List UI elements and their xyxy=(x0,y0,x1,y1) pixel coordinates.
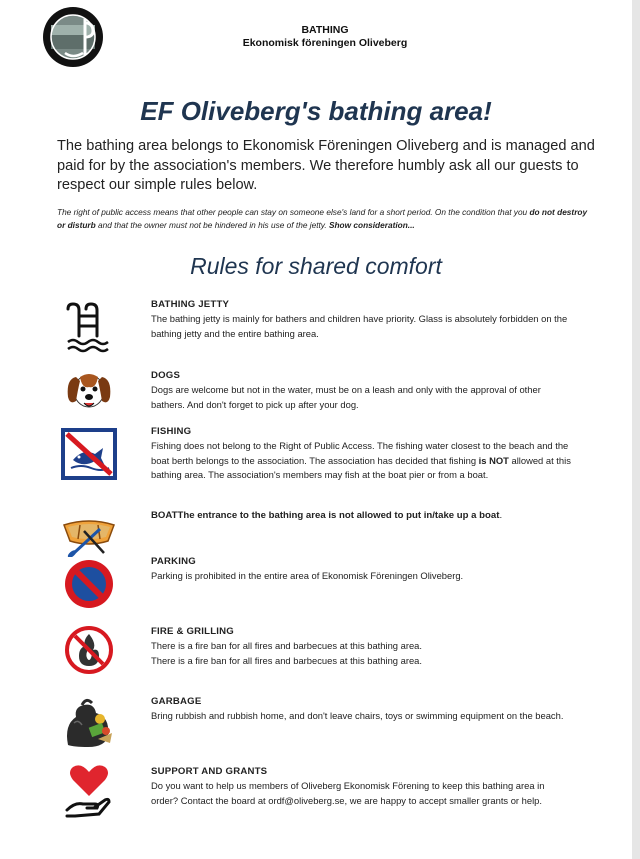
no-fire-icon xyxy=(58,621,120,679)
rules-subtitle: Rules for shared comfort xyxy=(190,253,442,279)
no-fishing-icon xyxy=(58,425,120,483)
garbage-bag-icon xyxy=(58,693,120,751)
rule-body-line-2: There is a fire ban for all fires and barbecues at this bathing area. xyxy=(151,654,422,666)
oliveberg-logo xyxy=(41,5,105,69)
rule-heading: DOGS xyxy=(151,370,181,381)
rule-heading: FISHING xyxy=(151,426,192,437)
note-text-2: and that the owner must not be hindered in his use of the jetty. xyxy=(95,219,329,230)
dog-icon xyxy=(58,363,120,421)
rule-body-part: Fishing does not belong to the Right of Public Access. The fishing water closest to the beach and the boat berth belongs to the association. The association has decided that fishing xyxy=(151,440,569,466)
rule-body-bold: is NOT xyxy=(478,454,509,466)
rule-heading: GARBAGE xyxy=(151,696,202,707)
rule-text xyxy=(151,765,571,808)
rule-heading: BATHING JETTY xyxy=(151,299,230,310)
public-access-note xyxy=(57,206,597,231)
page-edge xyxy=(632,0,640,859)
rule-heading: SUPPORT AND GRANTS xyxy=(151,766,268,777)
pool-ladder-icon xyxy=(58,298,120,356)
rule-heading: BOAT xyxy=(151,510,178,521)
rule-heading: PARKING xyxy=(151,556,196,567)
rule-body: Dogs are welcome but not in the water, must be on a leash and only with the approval of other bathers. And don't forget to pick up after your dog. xyxy=(151,384,541,410)
rule-body: Parking is prohibited in the entire area of Ekonomisk Föreningen Oliveberg. xyxy=(151,570,464,582)
note-bold-1: do not destroy or disturb xyxy=(57,207,588,230)
rule-body: The entrance to the bathing area is not allowed to put in/take up a boat xyxy=(177,510,500,521)
rule-text xyxy=(151,555,571,584)
rule-text xyxy=(151,298,571,341)
rule-body-part: allowed at this bathing area. The association's members may fish at the boat pier or from a boat. xyxy=(151,454,571,480)
rule-body: Do you want to help us members of Oliveberg Ekonomisk Förening to keep this bathing area in order? Contact the board at ordf@oliveberg.se, we are happy to accept smaller grants or help. xyxy=(151,780,545,806)
rule-text xyxy=(151,625,571,668)
header-line-2: Ekonomisk föreningen Oliveberg xyxy=(242,37,408,49)
rule-body xyxy=(151,439,571,482)
page-title: EF Oliveberg's bathing area! xyxy=(140,96,492,126)
rule-body: The bathing jetty is mainly for bathers and children have priority. Glass is absolutely forbidden on the bathing jetty and the entire bathing area. xyxy=(151,313,568,339)
no-parking-icon xyxy=(58,555,120,613)
rule-text xyxy=(151,695,571,724)
rule-text xyxy=(151,509,571,523)
rule-heading: FIRE & GRILLING xyxy=(151,626,234,637)
document-header xyxy=(200,24,450,50)
rule-body: Bring rubbish and rubbish home, and don't leave chairs, toys or swimming equipment on the beach. xyxy=(151,710,564,722)
intro-paragraph: The bathing area belongs to Ekonomisk Föreningen Oliveberg and is managed and paid for by the association's members. We therefore humbly ask all our guests to respect our simple rules below. xyxy=(57,138,595,193)
rule-text xyxy=(151,369,571,412)
rule-body-line-1: There is a fire ban for all fires and barbecues at this bathing area. xyxy=(151,640,422,652)
rule-text xyxy=(151,425,571,482)
note-text-1: The right of public access means that other people can stay on someone else's land for a short period. On the condition that you xyxy=(57,207,530,217)
note-bold-2: Show consideration... xyxy=(328,219,415,230)
rule-body-suffix: . xyxy=(499,510,503,521)
header-line-1: BATHING xyxy=(301,24,349,36)
heart-hand-icon xyxy=(58,761,120,819)
